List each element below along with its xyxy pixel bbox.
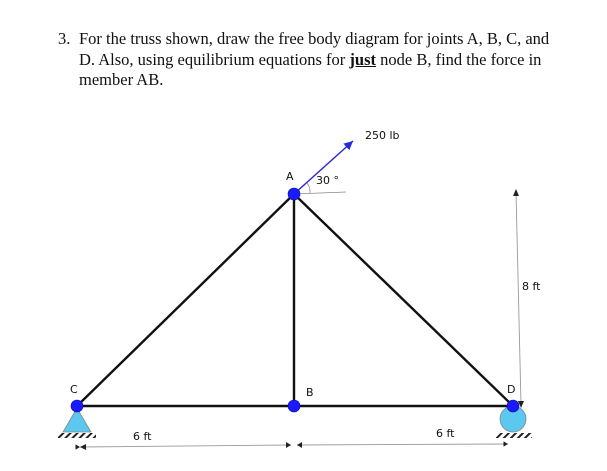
member-CA	[77, 194, 294, 406]
joint-label-B: B	[306, 386, 314, 399]
problem-number: 3.	[58, 29, 71, 48]
joint-C	[71, 400, 83, 412]
joint-label-C: C	[70, 383, 78, 396]
joint-label-A: A	[286, 170, 294, 183]
joint-A	[288, 188, 300, 200]
applied-load	[294, 129, 400, 194]
joint-label-D: D	[507, 383, 516, 396]
member-AD	[294, 194, 516, 406]
horizontal-dimension	[80, 442, 508, 450]
emphasis-just: just	[349, 49, 376, 69]
pin-support-C	[58, 408, 96, 438]
load-label: 250 lb	[365, 129, 400, 142]
dim-right-span: 6 ft	[436, 427, 455, 440]
angle-label: 30 °	[316, 174, 339, 187]
dim-left-span: 6 ft	[133, 430, 152, 443]
truss-members	[77, 194, 516, 406]
joint-B	[288, 400, 300, 412]
joint-D	[507, 400, 519, 412]
vertical-dimension	[513, 189, 524, 408]
dim-height: 8 ft	[522, 280, 541, 293]
problem-text: For the truss shown, draw the free body diagram for joints A, B, C, and D. Also, using equilibrium equations for just node B, find the force in member AB.	[79, 29, 550, 89]
